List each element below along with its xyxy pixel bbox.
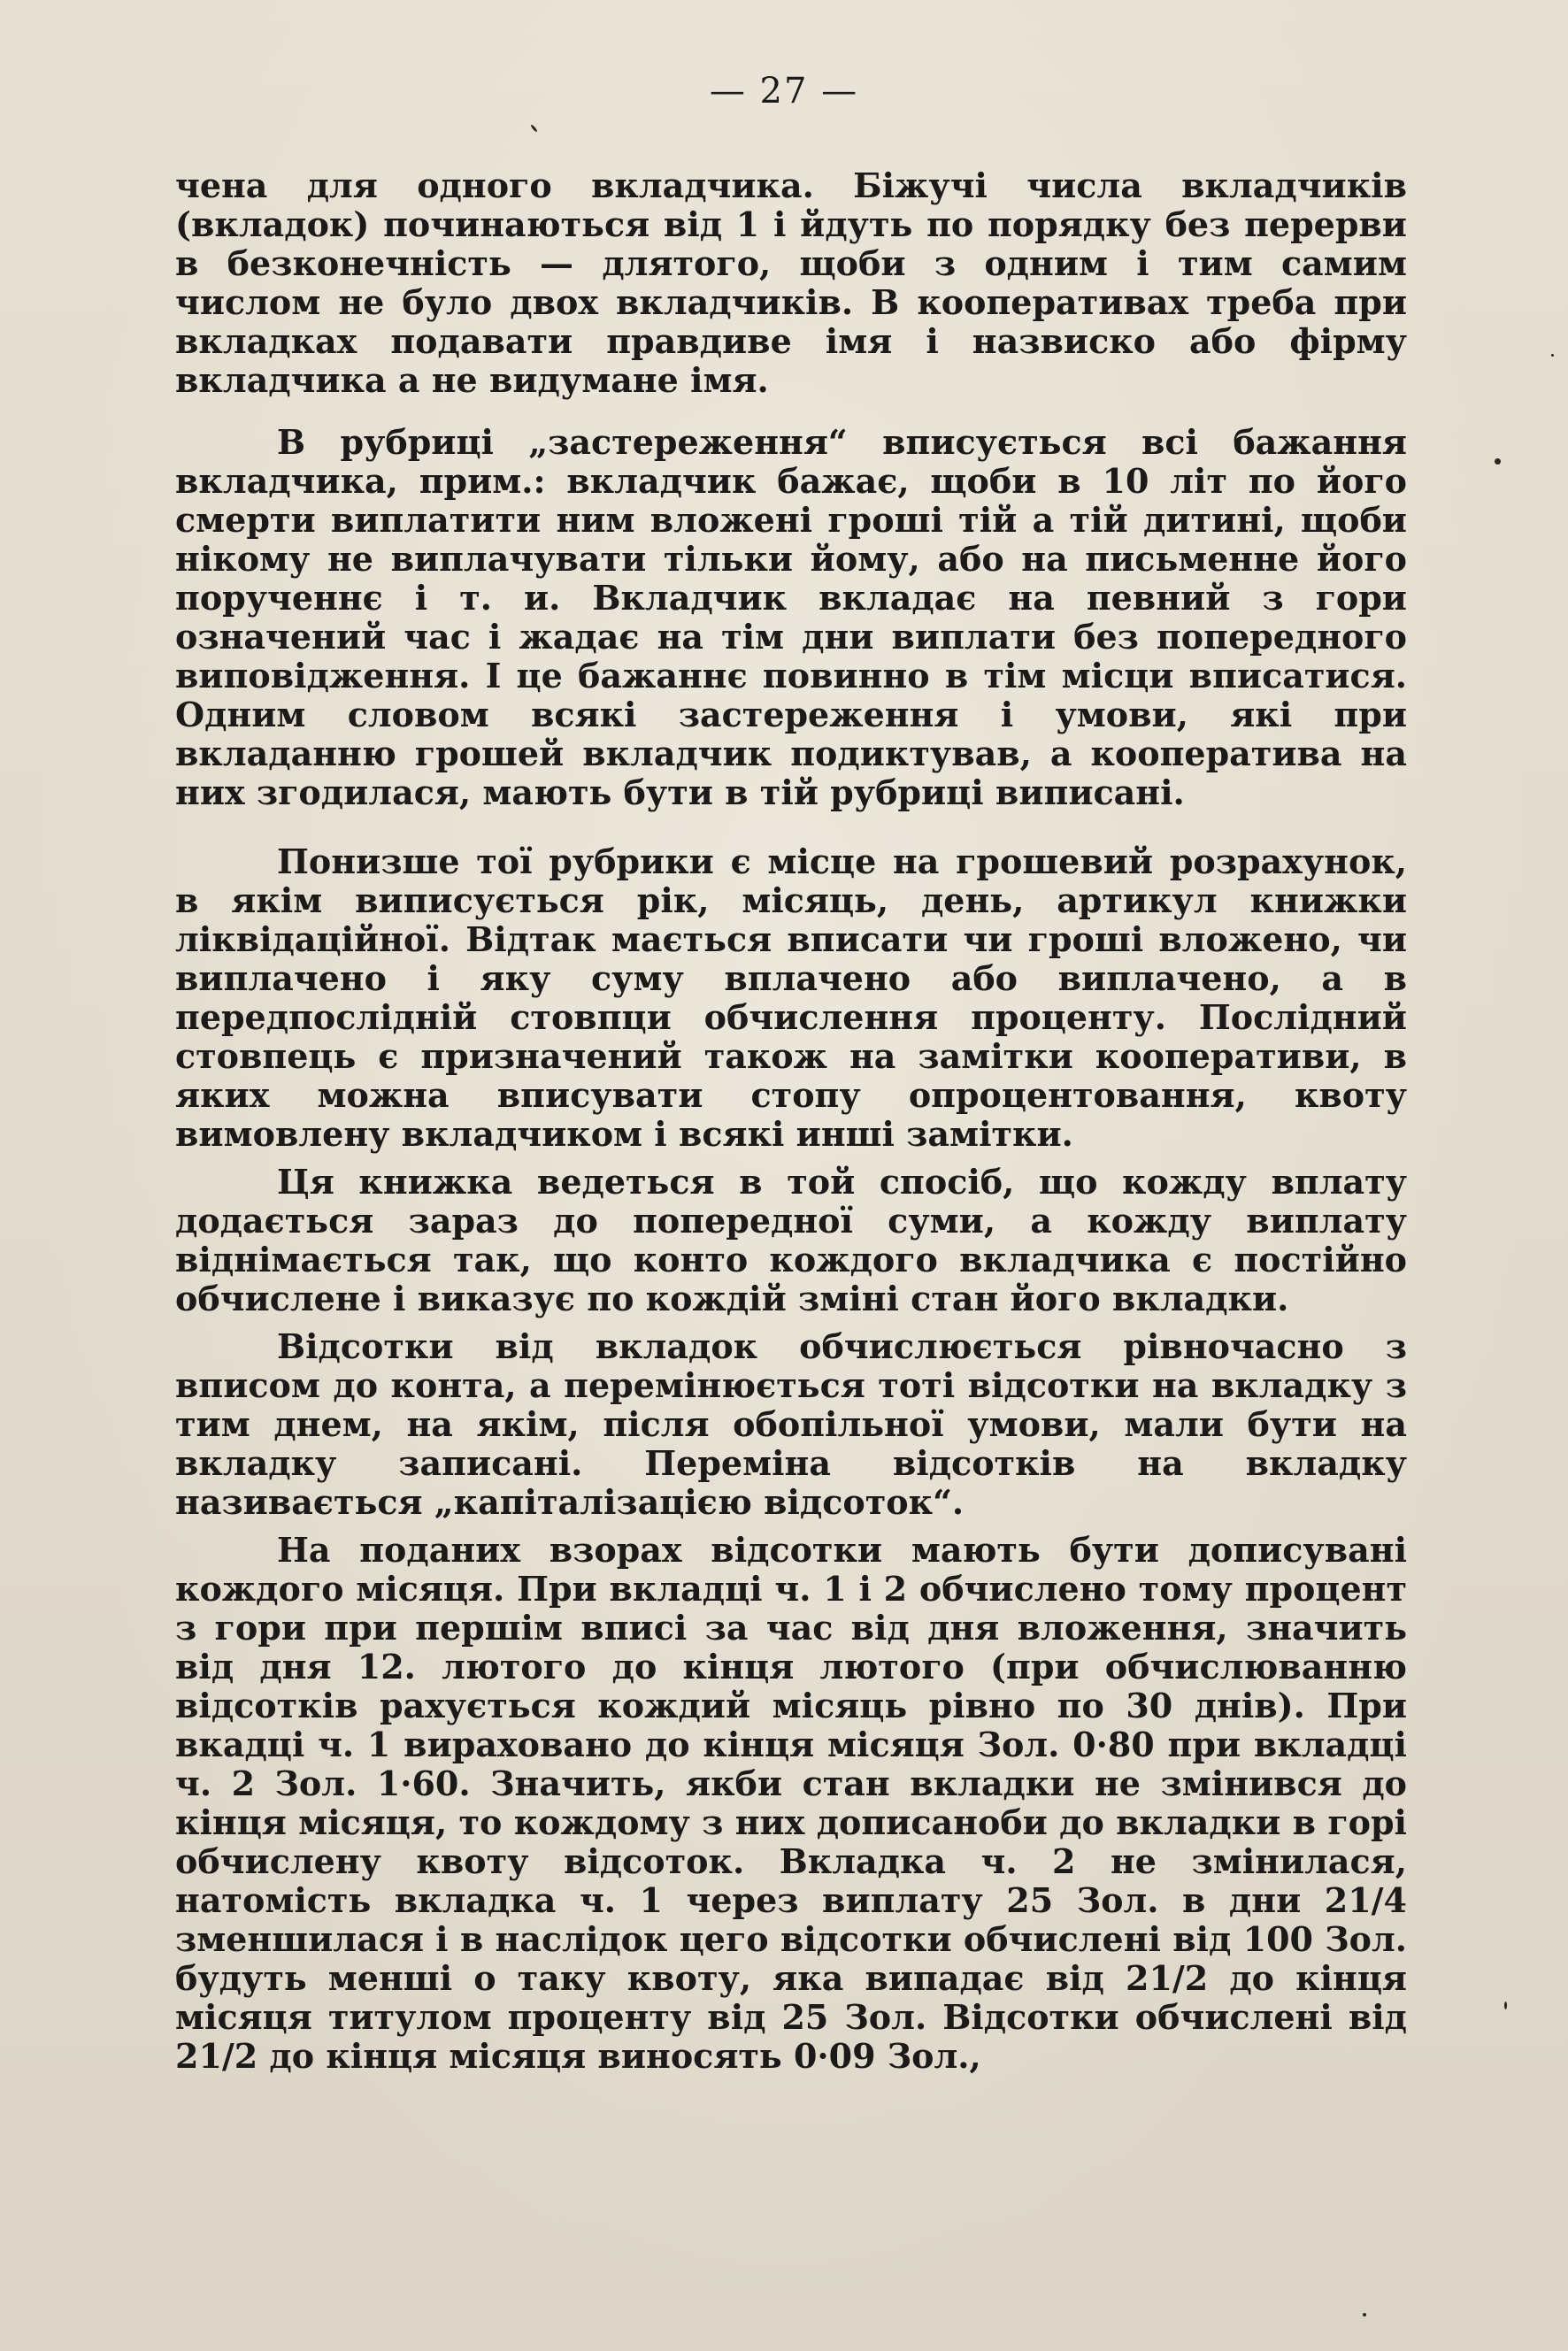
paragraph: На поданих взорах відсотки мають бути дописувані кождого місяця. При вкладці ч. 1 і 2 обчислено тому процент з гори при першім вписі за час від дня вложення, значить від дня 12. лютого до кінця лютого (при обчислюванню відсотків рахується кождий місяць рівно по 30 днів). При вкадці ч. 1 вираховано до кінця місяця Зол. 0·80 при вкладці ч. 2 Зол. 1·60. Значить, якби стан вкладки не змінився до кінця місяця, то кождому з них дописаноби до вкладки в горі обчислену квоту відсоток. Вкладка ч. 2 не змінилася, натомість вкладка ч. 1 через виплату 25 Зол. в дни 21/4 зменшилася і в наслідок цего відсотки обчислені від 100 Зол. будуть менші о таку квоту, яка випадає від 21/2 до кінця місяця титулом проценту від 25 Зол. Відсотки обчислені від 21/2 до кінця місяця виносять 0·09 Зол., [175,1530,1407,2076]
paragraph: Ця книжка ведеться в той спосіб, що кожду вплату додається зараз до попередної суми, а кожду виплату віднімається так, що конто кождого вкладчика є постійно обчислене і виказує по кождій зміні стан його вкладки. [175,1162,1407,1318]
paper-speck [530,124,538,133]
body-text [175,166,1407,2076]
paper-speck [1504,2001,1507,2009]
paragraph: Понизше тої рубрики є місце на грошевий розрахунок, в якім виписується рік, місяць, день, артикул книжки ліквідаційної. Відтак мається вписати чи гроші вложено, чи виплачено і яку суму вплачено або виплачено, а в передпослідній стовпци обчислення проценту. Послідний стовпець є призначений також на замітки кооперативи, в яких можна вписувати стопу опроцентовання, квоту вимовлену вкладчиком і всякі инші замітки. [175,841,1407,1154]
page-number: — 27 — [709,71,859,111]
paper-speck [1495,458,1501,465]
paper-speck [1363,2313,1366,2316]
paragraph: чена для одного вкладчика. Біжучі числа вкладчиків (вкладок) починаються від 1 і йдуть по порядку без перерви в безконечність — длятого, щоби з одним і тим самим числом не було двох вкладчиків. В кооперативах треба при вкладках подавати правдиве імя і назвиско або фірму вкладчика а не видумане імя. [175,165,1407,400]
paragraph: В рубриці „застереження“ вписується всі бажання вкладчика, прим.: вкладчик бажає, щоби в 10 літ по його смерти виплатити ним вложені гроші тій а тій дитині, щоби нікому не виплачувати тільки йому, або на письменне його порученнє і т. и. Вкладчик вкладає на певний з гори означений час і жадає на тім дни виплати без попередного виповідження. І це бажаннє повинно в тім місци вписатися. Одним словом всякі застереження і умови, які при вкладанню грошей вкладчик подиктував, а кооператива на них згодилася, мають бути в тій рубриці виписані. [175,422,1407,812]
paragraph: Відсотки від вкладок обчислюється рівночасно з вписом до конта, а перемінюється тоті відсотки на вкладку з тим днем, на якім, після обопільної умови, мали бути на вкладку записані. Переміна відсотків на вкладку називається „капіталізацією відсоток“. [175,1326,1407,1522]
paper-speck [1551,354,1554,357]
